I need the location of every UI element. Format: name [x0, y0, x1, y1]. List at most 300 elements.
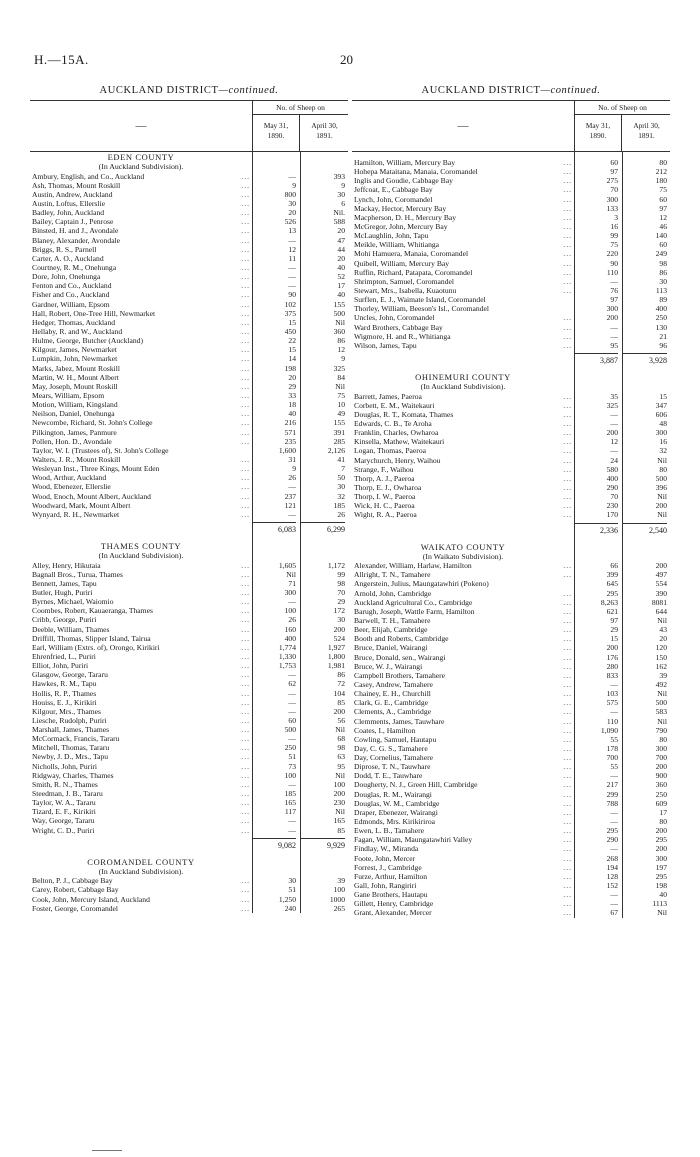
sheep-1891: 39: [337, 876, 345, 886]
owner-name: Ridgway, Charles, Thames: [32, 770, 114, 780]
leader-dots: ...: [241, 372, 250, 382]
sheep-1890: 300: [284, 587, 296, 597]
leader-dots: ...: [563, 322, 572, 332]
leader-dots: ...: [563, 510, 572, 520]
table-row: [30, 561, 348, 570]
sheep-1890: 24: [610, 455, 618, 465]
sheep-1891: 48: [659, 418, 667, 428]
county-title: THAMES COUNTY: [100, 540, 182, 551]
owner-name: Clemments, James, Tauwhare: [354, 716, 445, 726]
sheep-1891: 360: [333, 326, 345, 336]
leader-dots: ...: [241, 770, 250, 780]
sheep-1891: 86: [659, 267, 667, 277]
sheep-1891: 609: [655, 798, 667, 808]
sheep-1890: 200: [606, 313, 618, 323]
owner-name: Lynch, John, Coromandel: [354, 194, 433, 204]
table-row: [352, 446, 670, 455]
leader-dots: ...: [563, 464, 572, 474]
owner-name: Pilkington, James, Panmure: [32, 427, 117, 437]
leader-dots: ...: [563, 158, 572, 167]
table-row: [352, 249, 670, 258]
owner-name: Dore, John, Onehunga: [32, 272, 101, 282]
sheep-1891: 250: [655, 313, 667, 323]
leader-dots: ...: [563, 753, 572, 763]
sheep-1890: 1,605: [278, 560, 296, 570]
sheep-1891: 40: [659, 890, 667, 900]
owner-name: Marychurch, Henry, Waihou: [354, 455, 441, 465]
sheep-1891: 47: [337, 235, 345, 245]
table-row: [352, 707, 670, 716]
sheep-1890: 26: [288, 473, 296, 483]
leader-dots: ...: [241, 381, 250, 391]
leader-dots: ...: [241, 473, 250, 483]
sheep-1890: 51: [288, 885, 296, 895]
sheep-1891: 325: [333, 363, 345, 373]
leader-dots: ...: [563, 194, 572, 204]
page-number: 20: [340, 52, 353, 67]
total-1891: 9,929: [300, 838, 345, 853]
table-row: [352, 579, 670, 588]
leader-dots: ...: [241, 633, 250, 643]
sheep-1890: 152: [606, 881, 618, 891]
total-1891: 6,299: [300, 522, 345, 537]
sheep-1890: 35: [610, 391, 618, 401]
sheep-1890: 55: [610, 762, 618, 772]
owner-name: Cook, John, Mercury Island, Auckland: [32, 894, 150, 904]
header-y1-date: May 31,: [263, 121, 289, 130]
leader-dots: ...: [563, 492, 572, 502]
owner-name: Taylor, W. A., Tararu: [32, 798, 96, 808]
owner-name: Jeffcoat, E., Cabbage Bay: [354, 185, 433, 195]
sheep-1891: 30: [337, 482, 345, 492]
leader-dots: ...: [563, 455, 572, 465]
owner-name: Wesleyan Inst., Three Kings, Mount Eden: [32, 464, 160, 474]
table-row: [30, 579, 348, 588]
sheep-1891: Nil: [335, 807, 345, 817]
leader-dots: ...: [563, 561, 572, 571]
sheep-1890: 97: [610, 295, 618, 305]
county-total: [352, 350, 670, 366]
table-row: [352, 332, 670, 341]
sheep-1891: 60: [659, 240, 667, 250]
table-row: [30, 689, 348, 698]
sheep-1890: 220: [606, 249, 618, 259]
sheep-1890: 97: [610, 615, 618, 625]
sheep-1890: 15: [610, 634, 618, 644]
sheep-1891: 212: [655, 167, 667, 177]
leader-dots: ...: [241, 290, 250, 300]
leader-dots: ...: [241, 651, 250, 661]
table-row: [352, 259, 670, 268]
sheep-1891: 185: [333, 500, 345, 510]
sheep-1890: 90: [288, 290, 296, 300]
owner-name: Corbett, E. M., Waitekauri: [354, 400, 435, 410]
leader-dots: ...: [563, 817, 572, 827]
owner-name: Bagnall Bros., Turua, Thames: [32, 569, 123, 579]
leader-dots: ...: [241, 688, 250, 698]
owner-name: Wright, C. D., Puriri: [32, 825, 95, 835]
sheep-1890: 788: [606, 798, 618, 808]
sheep-1891: 500: [655, 698, 667, 708]
sheep-1891: 200: [655, 826, 667, 836]
sheep-1890: —: [288, 509, 296, 519]
owner-name: Coates, I., Hamilton: [354, 725, 416, 735]
sheep-1890: 571: [284, 427, 296, 437]
leader-dots: ...: [241, 715, 250, 725]
owner-name: Mitchell, Thomas, Tararu: [32, 743, 110, 753]
leader-dots: ...: [563, 185, 572, 195]
sheep-1890: 66: [610, 561, 618, 571]
table-row: [352, 483, 670, 492]
table-row: [30, 734, 348, 743]
leader-dots: ...: [241, 679, 250, 689]
owner-name: Coombes, Robert, Kauaeranga, Thames: [32, 606, 153, 616]
table-row: [30, 236, 348, 245]
table-row: [30, 597, 348, 606]
leader-dots: ...: [241, 560, 250, 570]
table-row: [30, 762, 348, 771]
owner-name: Campbell Brothers, Tamahere: [354, 670, 446, 680]
sheep-1891: 500: [333, 308, 345, 318]
leader-dots: ...: [563, 881, 572, 891]
sheep-1890: —: [288, 697, 296, 707]
table-row: [352, 662, 670, 671]
owner-name: Marshall, James, Thames: [32, 725, 110, 735]
owner-name: Earl, William (Extrs. of), Orongo, Kirikiri: [32, 642, 160, 652]
leader-dots: ...: [241, 725, 250, 735]
sheep-1891: 15: [659, 391, 667, 401]
sheep-1891: 60: [659, 194, 667, 204]
sheep-1890: 18: [288, 400, 296, 410]
sheep-1891: Nil: [335, 770, 345, 780]
sheep-1891: 44: [337, 244, 345, 254]
owner-name: Neilson, Daniel, Onehunga: [32, 409, 115, 419]
sheep-1891: Nil: [657, 455, 667, 465]
sheep-1891: 198: [655, 881, 667, 891]
table-row: [352, 240, 670, 249]
owner-name: Dodd, T. E., Tauwhare: [354, 771, 423, 781]
sheep-1890: 8,263: [600, 597, 618, 607]
table-row: [352, 195, 670, 204]
table-row: [30, 409, 348, 418]
owner-name: Austin, Loftus, Ellerslie: [32, 199, 105, 209]
owner-name: Tizard, E. F., Kirikiri: [32, 807, 96, 817]
owner-name: Auckland Agricultural Co., Cambridge: [354, 597, 473, 607]
header-y1-year: 1890.: [589, 131, 607, 140]
table-row: [352, 222, 670, 231]
leader-dots: ...: [241, 597, 250, 607]
sheep-1890: 11: [288, 253, 296, 263]
table-row: [30, 190, 348, 199]
owner-name: Hulme, George, Butcher (Auckland): [32, 336, 143, 346]
leader-dots: ...: [241, 208, 250, 218]
sheep-1891: 43: [659, 625, 667, 635]
sheep-1891: 165: [333, 816, 345, 826]
header-y2-date: April 30,: [311, 121, 338, 130]
leader-dots: ...: [563, 835, 572, 845]
table-row: [30, 336, 348, 345]
sheep-1890: 30: [288, 876, 296, 886]
sheep-1890: 1,330: [278, 651, 296, 661]
owner-name: Glasgow, George, Tararu: [32, 670, 108, 680]
table-row: [30, 904, 348, 913]
table-row: [30, 876, 348, 885]
leader-dots: ...: [563, 176, 572, 186]
table-row: [30, 510, 348, 519]
sheep-1891: 249: [655, 249, 667, 259]
table-row: [352, 304, 670, 313]
sheep-1890: —: [610, 331, 618, 341]
owner-name: Walters, J. R., Mount Roskill: [32, 454, 121, 464]
leader-dots: ...: [241, 409, 250, 419]
sheep-1890: —: [288, 825, 296, 835]
sheep-1891: 285: [333, 436, 345, 446]
table-row: [30, 670, 348, 679]
table-row: [352, 492, 670, 501]
owner-name: Gardner, William, Epsom: [32, 299, 110, 309]
owner-name: Barwell, T. H., Tamahere: [354, 615, 431, 625]
sheep-1890: 295: [606, 826, 618, 836]
owner-name: Thorp, E. J., Owharoa: [354, 482, 422, 492]
leader-dots: ...: [563, 221, 572, 231]
owner-name: Carter, A. O., Auckland: [32, 253, 104, 263]
owner-name: Blaney, Alexander, Avondale: [32, 235, 121, 245]
sheep-1890: 9: [292, 180, 296, 190]
leader-dots: ...: [241, 903, 250, 913]
header-y2-date: April 30,: [633, 121, 660, 130]
owner-name: Clements, A., Cambridge: [354, 707, 431, 717]
leader-dots: ...: [563, 570, 572, 580]
owner-name: Kinsella, Mathew, Waitekauri: [354, 437, 445, 447]
table-row: [352, 881, 670, 890]
table-row: [352, 295, 670, 304]
sheep-1891: 500: [655, 473, 667, 483]
paper-code: H.—15A.: [34, 52, 89, 67]
sheep-1891: Nil: [657, 689, 667, 699]
table-row: [352, 561, 670, 570]
leader-dots: ...: [241, 706, 250, 716]
district-title: AUCKLAND DISTRICT: [99, 85, 219, 96]
leader-dots: ...: [241, 253, 250, 263]
table-row: [30, 327, 348, 336]
table-row: [30, 446, 348, 455]
table-row: [352, 510, 670, 519]
owner-name: Newby, J. D., Mrs., Tapu: [32, 752, 109, 762]
sheep-1890: 833: [606, 670, 618, 680]
sheep-1890: 67: [610, 908, 618, 918]
sheep-1891: 40: [337, 263, 345, 272]
total-1890: 2,336: [574, 523, 618, 538]
owner-name: Wood, Enoch, Mount Albert, Auckland: [32, 491, 151, 501]
sheep-1890: 700: [606, 753, 618, 763]
sheep-1891: 265: [333, 903, 345, 913]
table-row: [30, 771, 348, 780]
table-row: [352, 671, 670, 680]
sheep-1891: 250: [655, 789, 667, 799]
owner-name: Wood, Arthur, Auckland: [32, 473, 107, 483]
sheep-1891: Nil: [657, 716, 667, 726]
leader-dots: ...: [563, 391, 572, 401]
header-group: No. of Sheep on: [253, 101, 348, 115]
sheep-1891: 100: [333, 885, 345, 895]
leader-dots: ...: [563, 771, 572, 781]
owner-name: Clark, G. E., Cambridge: [354, 698, 429, 708]
leader-dots: ...: [563, 615, 572, 625]
owner-name: Deeble, William, Thames: [32, 624, 110, 634]
owner-name: Wight, R. A., Paeroa: [354, 510, 417, 520]
table-row: [30, 181, 348, 190]
sheep-1891: 41: [337, 454, 345, 464]
right-column: [352, 82, 670, 918]
sheep-1891: 20: [337, 226, 345, 236]
sheep-1890: —: [288, 688, 296, 698]
total-1890: 3,887: [574, 353, 618, 368]
table-row: [30, 217, 348, 226]
sheep-1890: —: [610, 679, 618, 689]
table-body: [352, 152, 670, 918]
table-row: [352, 835, 670, 844]
sheep-1891: 554: [655, 579, 667, 589]
sheep-1891: 17: [337, 281, 345, 291]
county-total: [30, 835, 348, 851]
leader-dots: ...: [563, 418, 572, 428]
sheep-1890: 400: [606, 473, 618, 483]
header-year-1890: [253, 115, 300, 151]
owner-name: Hohepa Mataitana, Manaia, Coromandel: [354, 167, 478, 177]
table-row: [30, 816, 348, 825]
sheep-1890: 400: [284, 633, 296, 643]
leader-dots: ...: [241, 885, 250, 895]
owner-name: Liesche, Rudolph, Puriri: [32, 715, 107, 725]
leader-dots: ...: [563, 437, 572, 447]
sheep-1891: 97: [659, 203, 667, 213]
owner-name: Grant, Alexander, Mercer: [354, 908, 432, 918]
sheep-1890: 580: [606, 464, 618, 474]
sheep-1890: —: [288, 706, 296, 716]
sheep-1891: 1000: [329, 894, 345, 904]
sheep-1890: 29: [610, 625, 618, 635]
district-title: AUCKLAND DISTRICT: [421, 85, 541, 96]
owner-name: Ehrenfried, L., Puriri: [32, 651, 96, 661]
table-row: [352, 899, 670, 908]
sheep-1891: 295: [655, 835, 667, 845]
leader-dots: ...: [563, 482, 572, 492]
leader-dots: ...: [563, 743, 572, 753]
owner-name: Alley, Henry, Hikutaia: [32, 560, 101, 570]
table-row: [352, 204, 670, 213]
leader-dots: ...: [563, 899, 572, 909]
sheep-1891: 7: [341, 464, 345, 474]
owner-name: Douglas, W. M., Cambridge: [354, 798, 440, 808]
sheep-1891: 80: [659, 158, 667, 167]
table-row: [352, 213, 670, 222]
owner-name: Stewart, Mrs., Isabella, Kuaotunu: [354, 285, 457, 295]
county-subtitle: (In Waikato Subdivision).: [422, 551, 504, 561]
table-row: [352, 625, 670, 634]
table-row: [352, 268, 670, 277]
owner-name: May, Joseph, Mount Roskill: [32, 381, 118, 391]
table-row: [30, 895, 348, 904]
left-column: [30, 82, 348, 913]
sheep-1890: 15: [288, 345, 296, 355]
table-row: [30, 418, 348, 427]
sheep-1891: 9: [341, 354, 345, 364]
leader-dots: ...: [241, 317, 250, 327]
sheep-1891: 300: [655, 853, 667, 863]
leader-dots: ...: [563, 400, 572, 410]
owner-name: Edwards, C. B., Te Aroha: [354, 418, 432, 428]
owner-name: Courtney, R. M., Onehunga: [32, 263, 117, 272]
sheep-1890: 200: [606, 643, 618, 653]
sheep-1891: 155: [333, 299, 345, 309]
leader-dots: ...: [241, 615, 250, 625]
leader-dots: ...: [241, 816, 250, 826]
table-row: [352, 607, 670, 616]
sheep-1891: 900: [655, 771, 667, 781]
sheep-1890: 102: [284, 299, 296, 309]
sheep-1890: 33: [288, 390, 296, 400]
leader-dots: ...: [241, 427, 250, 437]
sheep-1890: 110: [606, 716, 618, 726]
owner-name: Mackay, Hector, Mercury Bay: [354, 203, 447, 213]
sheep-1891: 790: [655, 725, 667, 735]
owner-name: Gillett, Henry, Cambridge: [354, 899, 434, 909]
table-row: [30, 400, 348, 409]
table-row: [352, 735, 670, 744]
table-row: [352, 589, 670, 598]
table-row: [352, 570, 670, 579]
sheep-1891: 100: [333, 779, 345, 789]
sheep-1890: —: [610, 418, 618, 428]
leader-dots: ...: [563, 276, 572, 286]
sheep-1890: 290: [606, 835, 618, 845]
sheep-1890: 60: [610, 158, 618, 167]
county-total: [352, 520, 670, 536]
table-row: [30, 716, 348, 725]
table-row: [352, 680, 670, 689]
leader-dots: ...: [563, 661, 572, 671]
county-total: [30, 519, 348, 535]
owner-name: Fisher and Co., Auckland: [32, 290, 110, 300]
sheep-1890: —: [288, 816, 296, 826]
leader-dots: ...: [241, 670, 250, 680]
table-row: [352, 616, 670, 625]
table-row: [30, 245, 348, 254]
owner-name: Motion, William, Kingsland: [32, 400, 118, 410]
leader-dots: ...: [563, 331, 572, 341]
table-row: [352, 854, 670, 863]
table-row: [352, 844, 670, 853]
leader-dots: ...: [241, 281, 250, 291]
sheep-1891: 172: [333, 606, 345, 616]
sheep-1891: Nil: [335, 317, 345, 327]
table-row: [352, 401, 670, 410]
owner-name: Newcombe, Richard, St. John's College: [32, 418, 153, 428]
sheep-1890: 110: [606, 267, 618, 277]
sheep-1891: 197: [655, 862, 667, 872]
sheep-1891: 98: [659, 258, 667, 268]
table-row: [352, 762, 670, 771]
owner-name: Angerstein, Julius, Maungatawhiri (Pokeno): [354, 579, 489, 589]
table-row: [352, 419, 670, 428]
sheep-1890: 237: [284, 491, 296, 501]
table-row: [352, 474, 670, 483]
owner-name: Diprose, T. N., Tauwhare: [354, 762, 431, 772]
leader-dots: ...: [241, 336, 250, 346]
sheep-1891: 95: [337, 761, 345, 771]
table-row: [352, 872, 670, 881]
table-row: [30, 208, 348, 217]
